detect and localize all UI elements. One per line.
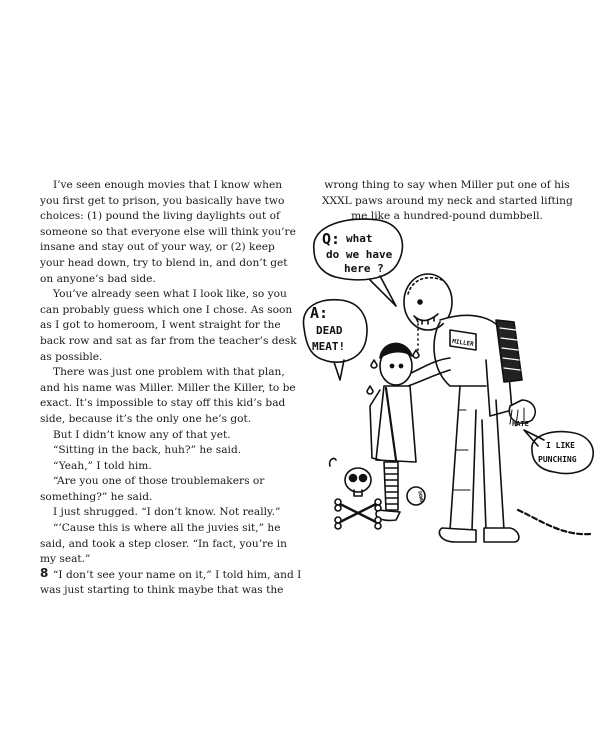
bubble-text: what xyxy=(346,232,373,245)
bubble-text: Q: xyxy=(322,230,341,248)
speech-bubble-punching xyxy=(524,430,593,474)
bubble-text: A: xyxy=(310,304,329,322)
bubble-text: here ? xyxy=(344,262,384,275)
skull-crossbones-icon xyxy=(330,458,381,529)
bubble-text: do we have xyxy=(326,248,393,261)
jacket-tag: MILLER xyxy=(451,338,475,348)
paragraph: I just shrugged. “I don’t know. Not really.” xyxy=(53,506,281,519)
button-pin-text: DOWN xyxy=(416,491,424,503)
speech-bubble-answer xyxy=(303,300,367,380)
bubble-text: DEAD xyxy=(316,324,343,337)
paragraph: “I don’t see your name on it,” I told him, and I was just starting to think maybe that was the xyxy=(40,568,302,597)
page-number: 8 xyxy=(40,566,49,580)
text-line: wrong thing to say when Miller put one of his xyxy=(324,179,570,191)
bubble-text: MEAT! xyxy=(312,340,346,353)
speech-bubble-question xyxy=(314,219,403,306)
text-line: XXXL paws around my neck and started lifting xyxy=(322,194,573,207)
bubble-text: PUNCHING xyxy=(538,455,577,464)
paragraph: “Yeah,” I told him. xyxy=(53,459,152,472)
paragraph: “Sitting in the back, huh?” he said. xyxy=(53,444,242,457)
paragraph: You’ve already seen what I look like, so you can probably guess which one I chose. As soon as I got to homeroom, I went straight for the back row and sat as far from the teacher’s desk as possible. xyxy=(40,288,297,363)
paragraph: There was just one problem with that plan, and his name was Miller. Miller the Killer, to be exact. It’s impossible to stay off this kid’s bad side, because it’s the only one he’s got. xyxy=(40,366,296,425)
bubble-text: I LIKE xyxy=(546,441,575,450)
paragraph: “’Cause this is where all the juvies sit,” he said, and took a step closer. “In fact, you’re in my seat.” xyxy=(40,522,287,566)
paragraph: But I didn’t know any of that yet. xyxy=(53,428,231,441)
paragraph: I’ve seen enough movies that I know when you first get to prison, you basically have two choices: (1) pound the living daylights out of someone so that everyone else will think you’re insane and stay out of your way, or (2) keep your head down, try to blend in, and don’t get on anyone’s bad side. xyxy=(40,179,296,285)
paragraph: “Are you one of those troublemakers or something?” he said. xyxy=(40,475,265,503)
text-line: me like a hundred-pound dumbbell. xyxy=(351,210,543,223)
left-page-text xyxy=(40,178,302,599)
knuckle-text: HATE xyxy=(512,420,529,428)
miller-figure xyxy=(404,274,590,542)
miller-illustration xyxy=(300,210,600,550)
